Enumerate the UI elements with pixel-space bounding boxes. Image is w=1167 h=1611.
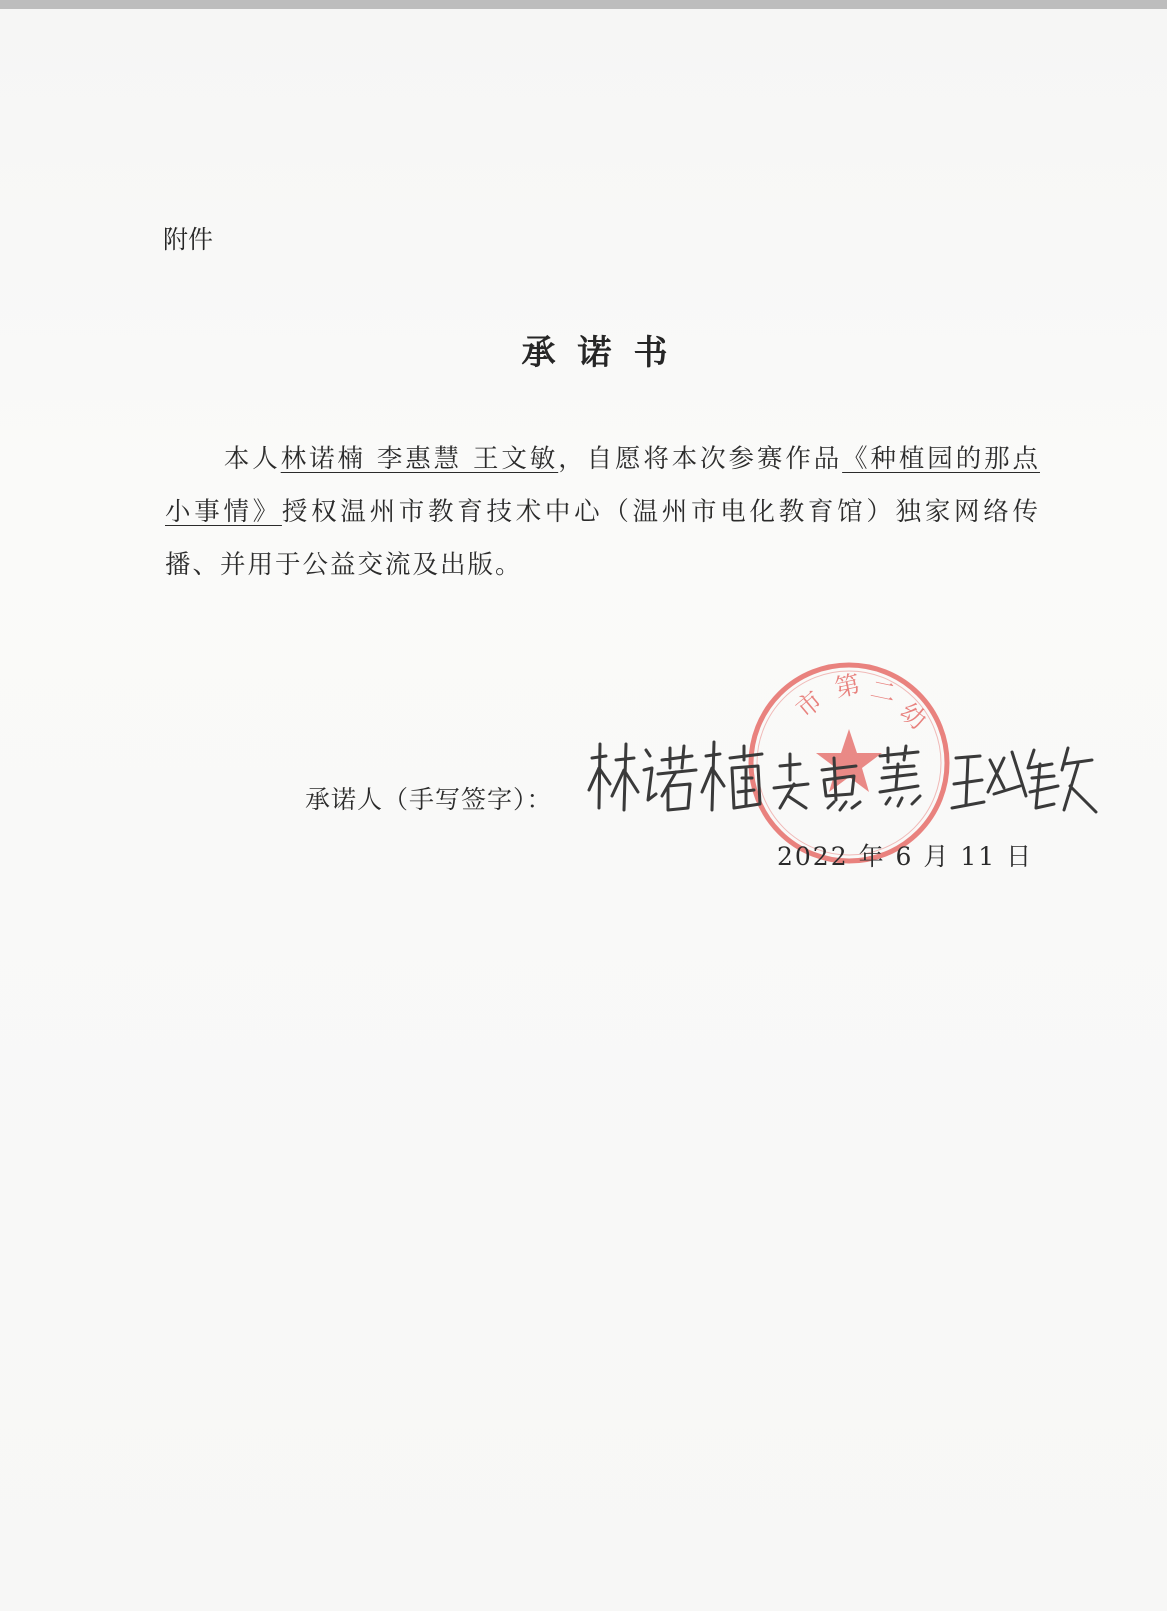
commitment-paragraph bbox=[165, 433, 1040, 592]
signing-date: 2022 年 6 月 11 日 bbox=[777, 842, 1034, 871]
handwritten-signatures bbox=[584, 738, 1104, 828]
svg-text:二: 二 bbox=[867, 674, 899, 709]
work-title: 《种植园的那点小事情》 bbox=[165, 444, 1040, 527]
attachment-label: 附件 bbox=[163, 225, 214, 254]
document-title: 承诺书 bbox=[521, 333, 690, 373]
svg-text:第: 第 bbox=[832, 669, 863, 703]
svg-text:幼: 幼 bbox=[894, 696, 932, 736]
author-names: 林诺楠 李惠慧 王文敏 bbox=[280, 444, 559, 474]
body-prefix: 本人 bbox=[223, 444, 281, 474]
body-suffix: 授权温州市教育技术中心（温州市电化教育馆）独家网络传播、并用于公益交流及出版。 bbox=[165, 497, 1040, 580]
signature-label: 承诺人（手写签字）： bbox=[305, 785, 553, 814]
body-middle: ，自愿将本次参赛作品 bbox=[558, 444, 843, 474]
svg-text:市: 市 bbox=[790, 685, 829, 724]
top-edge bbox=[0, 0, 1167, 9]
